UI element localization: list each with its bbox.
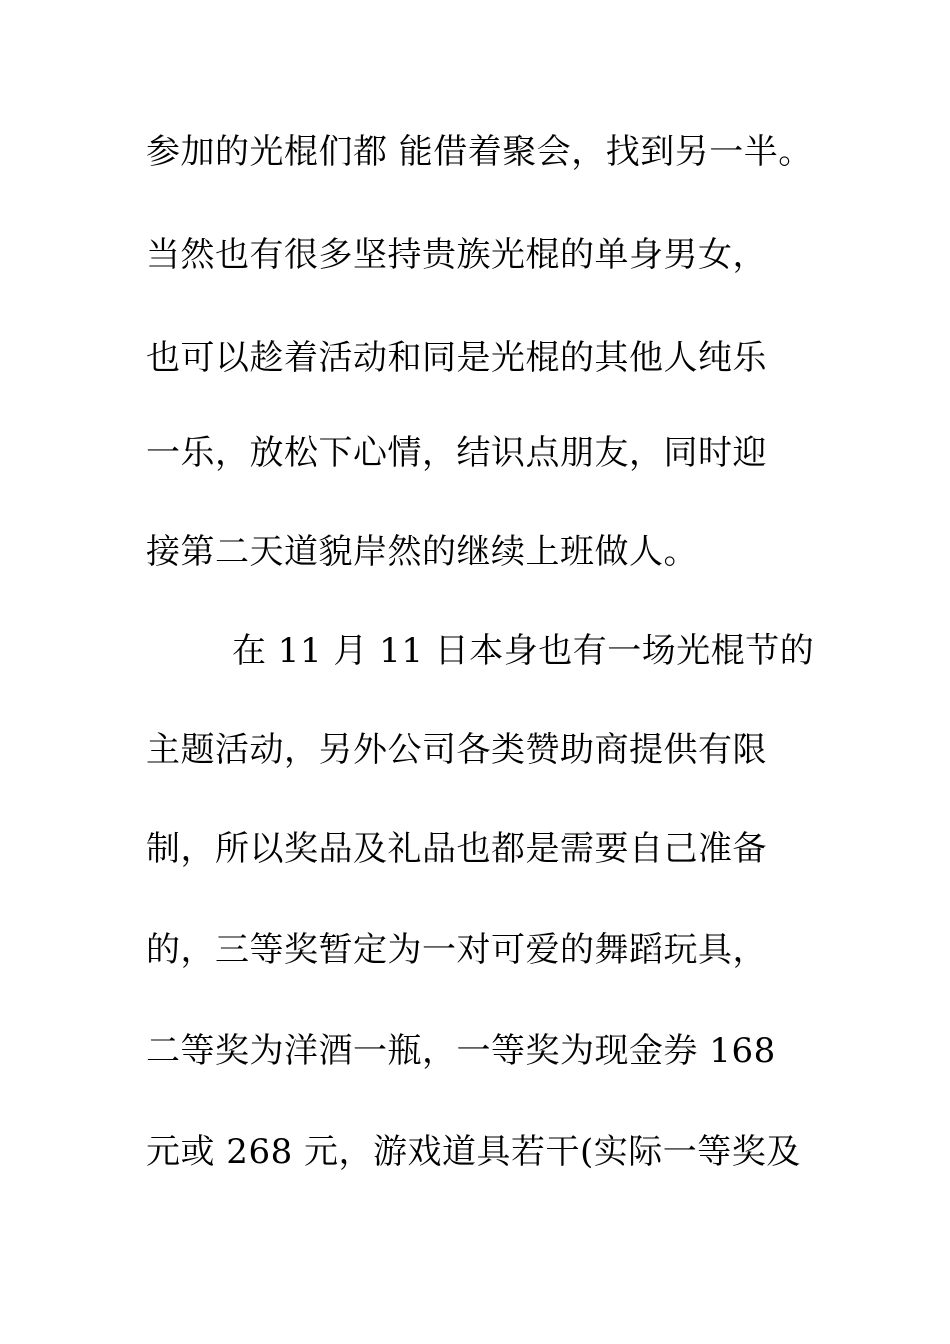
text-line: 接第二天道貌岸然的继续上班做人。	[146, 532, 698, 572]
text-line: 一乐，放松下心情，结识点朋友，同时迎	[146, 433, 767, 473]
text-line: 也可以趁着活动和同是光棍的其他人纯乐	[146, 338, 767, 378]
text-line: 制，所以奖品及礼品也都是需要自己准备	[146, 829, 767, 869]
text-line: 二等奖为洋酒一瓶，一等奖为现金券 168	[146, 1031, 776, 1071]
text-line: 的，三等奖暂定为一对可爱的舞蹈玩具，	[146, 930, 767, 970]
paragraph-first-line: 在 11 月 11 日本身也有一场光棍节的	[232, 631, 815, 671]
text-line: 主题活动，另外公司各类赞助商提供有限	[146, 730, 767, 770]
text-line: 当然也有很多坚持贵族光棍的单身男女，	[146, 235, 767, 275]
text-line: 参加的光棍们都 能借着聚会，找到另一半。	[146, 132, 813, 172]
text-line: 元或 268 元，游戏道具若干(实际一等奖及	[146, 1132, 801, 1172]
